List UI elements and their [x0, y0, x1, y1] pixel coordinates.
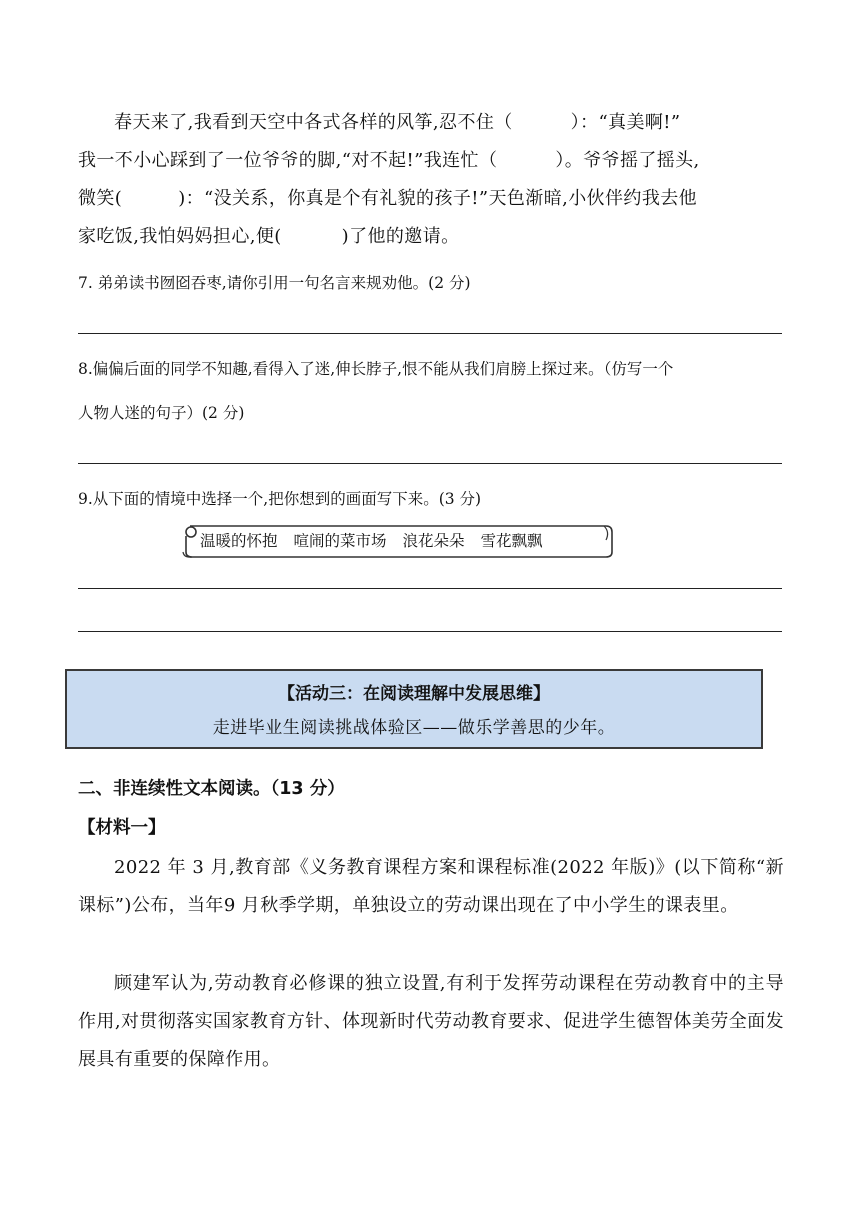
activity-banner: [65, 669, 763, 749]
question-7: 7. 弟弟读书囫囵吞枣,请你引用一句名言来规劝他。(2 分): [78, 274, 471, 292]
answer-line-q9-2[interactable]: [78, 631, 782, 632]
scenario-option[interactable]: 喧闹的菜市场: [293, 532, 387, 550]
passage-text: ）。爷爷摇了摇头,: [555, 150, 700, 171]
banner-subtitle: 走进毕业生阅读挑战体验区——做乐学善思的少年。: [212, 718, 616, 738]
passage-line-3: [78, 180, 784, 218]
scenario-option[interactable]: 雪花飘飘: [480, 532, 543, 550]
material-paragraph-1: 2022 年 3 月,教育部《义务教育课程方案和课程标准(2022 年版)》(以下简称“新课标”)公布，当年9 月秋季学期，单独设立的劳动课出现在了中小学生的课表里。: [78, 857, 784, 916]
scenario-options: [200, 528, 610, 554]
banner-title: 【活动三：在阅读理解中发展思维】: [278, 684, 550, 704]
question-8-line-1: 8.偏偏后面的同学不知趣,看得入了迷,伸长脖子,恨不能从我们肩膀上探过来。（仿写一个: [78, 360, 674, 378]
scenario-option[interactable]: 浪花朵朵: [402, 532, 465, 550]
section-heading: 二、非连续性文本阅读。（13 分）: [78, 779, 345, 799]
answer-line-q9-1[interactable]: [78, 588, 782, 589]
answer-line-q7[interactable]: [78, 333, 782, 334]
passage-text: 我一不小心踩到了一位爷爷的脚,“对不起!”我连忙（: [78, 150, 498, 171]
passage-text: )了他的邀请。: [341, 226, 460, 247]
passage-line-2: [78, 142, 784, 180]
passage-text: )：“没关系，你真是个有礼貌的孩子!”天色渐暗,小伙伴约我去他: [178, 188, 698, 209]
material-paragraph-2: 顾建军认为,劳动教育必修课的独立设置,有利于发挥劳动课程在劳动教育中的主导作用,对贯彻落实国家教育方针、体现新时代劳动教育要求、促进学生德智体美劳全面发展具有重要的保障作用。: [78, 973, 784, 1070]
material-title: 【材料一】: [78, 818, 166, 838]
passage-text: 家吃饭,我怕妈妈担心,便(: [78, 226, 282, 247]
answer-line-q8[interactable]: [78, 463, 782, 464]
scenario-options-box: [178, 522, 616, 560]
passage-text: 春天来了,我看到天空中各式各样的风筝,忍不住（: [114, 112, 513, 133]
question-9: 9.从下面的情境中选择一个,把你想到的画面写下来。(3 分): [78, 490, 482, 508]
passage-text: 微笑(: [78, 188, 123, 209]
question-8-line-2: 人物人迷的句子）(2 分): [78, 404, 245, 422]
passage-line-1: [78, 104, 784, 142]
passage-text: ）：“真美啊!”: [570, 112, 681, 133]
scenario-option[interactable]: 温暖的怀抱: [200, 532, 278, 550]
passage-line-4: [78, 218, 784, 256]
